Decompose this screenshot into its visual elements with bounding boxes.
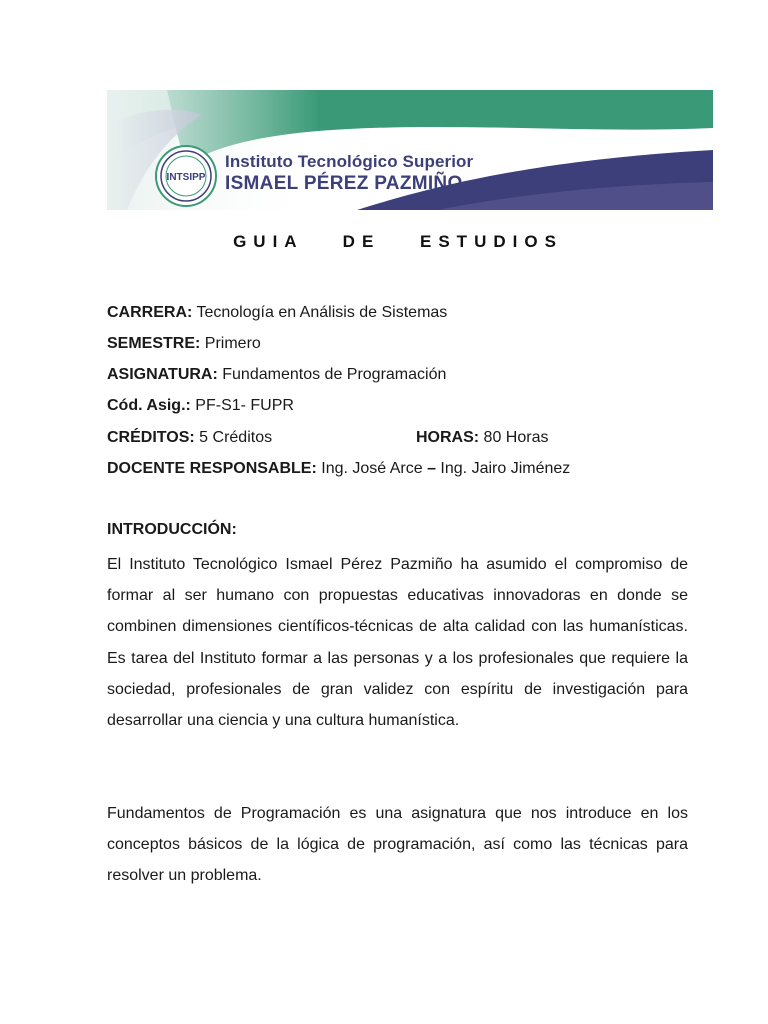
field-creditos bbox=[107, 428, 272, 448]
seal-text: INTSIPP bbox=[166, 172, 206, 183]
field-codigo bbox=[107, 396, 294, 416]
field-horas bbox=[416, 428, 548, 448]
value-docente-2: Ing. Jairo Jiménez bbox=[435, 460, 571, 477]
label-semestre: SEMESTRE: bbox=[107, 335, 201, 352]
institute-name-line2: ISMAEL PÉREZ PAZMIÑO bbox=[225, 173, 463, 194]
intro-paragraph-2: Fundamentos de Programación es una asignatura que nos introduce en los conceptos básicos de la lógica de programación, así como las técnicas para resolver un problema. bbox=[107, 805, 688, 885]
label-codigo: Cód. Asig.: bbox=[107, 397, 191, 414]
institute-seal-icon bbox=[155, 145, 217, 207]
docente-dash: – bbox=[427, 460, 436, 477]
value-semestre: Primero bbox=[200, 335, 261, 352]
value-docente-1: Ing. José Arce bbox=[316, 460, 428, 477]
label-asignatura: ASIGNATURA: bbox=[107, 366, 218, 383]
document-title: GUIA DE ESTUDIOS bbox=[233, 232, 563, 251]
value-creditos: 5 Créditos bbox=[194, 429, 273, 446]
field-docente bbox=[107, 459, 570, 479]
field-carrera bbox=[107, 303, 447, 323]
value-codigo: PF-S1- FUPR bbox=[190, 397, 294, 414]
label-carrera: CARRERA: bbox=[107, 304, 193, 321]
label-creditos: CRÉDITOS: bbox=[107, 429, 195, 446]
label-horas: HORAS: bbox=[416, 429, 480, 446]
field-semestre bbox=[107, 334, 261, 354]
value-carrera: Tecnología en Análisis de Sistemas bbox=[192, 304, 448, 321]
institute-name-line1: Instituto Tecnológico Superior bbox=[225, 152, 474, 171]
field-asignatura bbox=[107, 365, 446, 385]
value-asignatura: Fundamentos de Programación bbox=[217, 366, 447, 383]
institute-banner bbox=[107, 90, 713, 210]
label-docente: DOCENTE RESPONSABLE: bbox=[107, 460, 317, 477]
value-horas: 80 Horas bbox=[479, 429, 549, 446]
intro-heading: INTRODUCCIÓN: bbox=[107, 521, 237, 538]
intro-paragraph-1: El Instituto Tecnológico Ismael Pérez Pazmiño ha asumido el compromiso de formar al ser humano con propuestas educativas innovadoras en donde se combinen dimensiones científicos-técnicas de alta calidad con las humanísticas. Es tarea del Instituto formar a las personas y a los profesionales que requiere la sociedad, profesionales de gran validez con espíritu de investigación para desarrollar una ciencia y una cultura humanística. bbox=[107, 556, 688, 730]
